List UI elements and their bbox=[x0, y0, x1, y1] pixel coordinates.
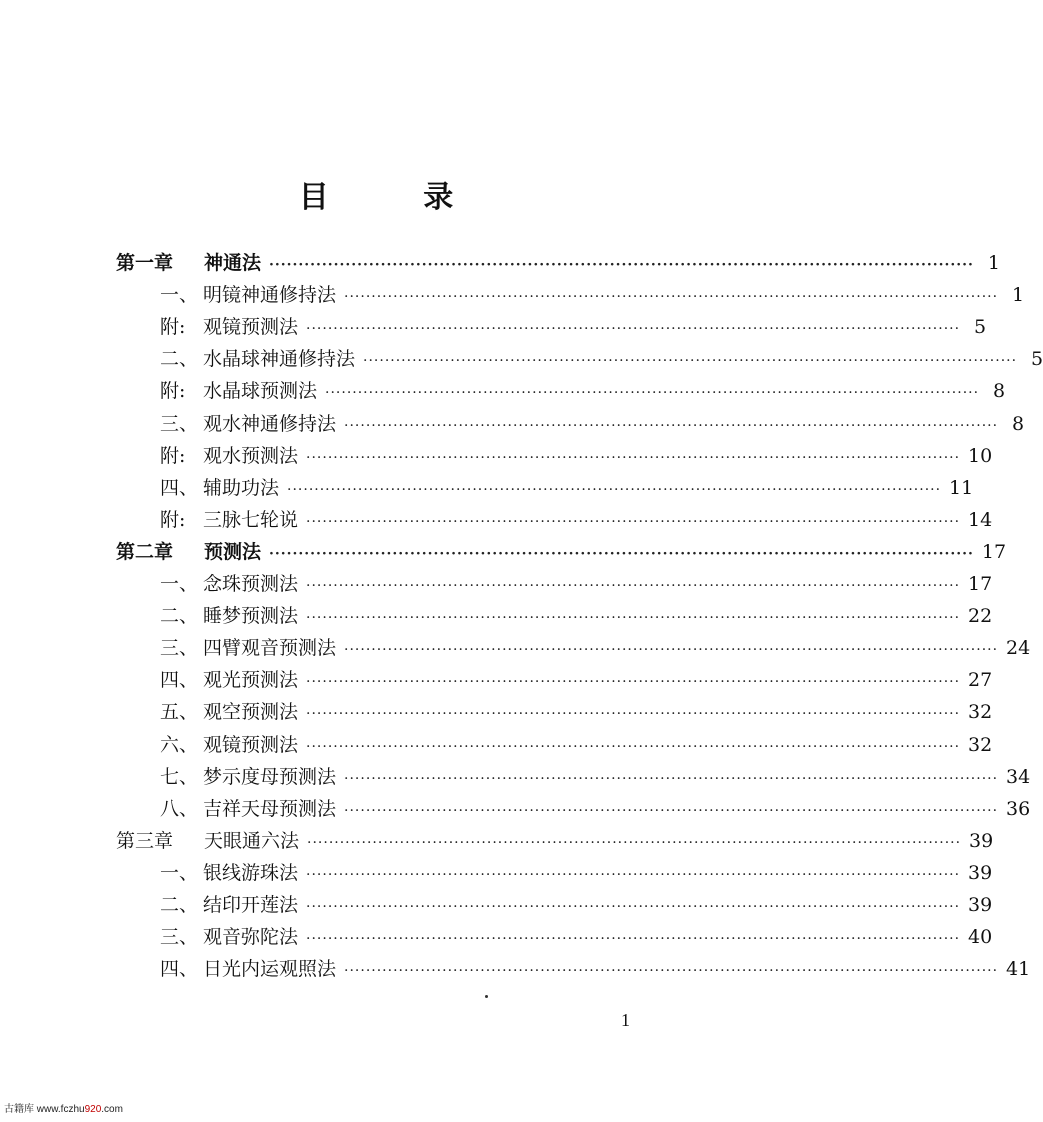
toc-leader-dots: ························································································································ bbox=[306, 674, 961, 690]
toc-entry-label bbox=[160, 605, 298, 627]
toc-entry bbox=[160, 477, 974, 501]
toc-entry-title: 念珠预测法 bbox=[203, 573, 299, 595]
toc-entry-label bbox=[160, 701, 298, 723]
page-title: 目 录 bbox=[298, 180, 496, 215]
toc-entry-label bbox=[160, 637, 336, 659]
toc-entry-label bbox=[160, 509, 298, 531]
toc-entry bbox=[160, 926, 993, 950]
toc-entry-label bbox=[160, 958, 336, 980]
toc-entry-title: 观水预测法 bbox=[203, 445, 299, 467]
toc-entry-title: 观镜预测法 bbox=[203, 734, 299, 756]
toc-entry-label bbox=[160, 413, 336, 435]
watermark-suffix: .com bbox=[101, 1104, 123, 1115]
toc-entry-title: 银线游珠法 bbox=[203, 862, 299, 884]
toc-entry-prefix: 第一章 bbox=[116, 252, 174, 274]
toc-entry-label bbox=[160, 477, 279, 499]
toc-leader-dots: ························································································································ bbox=[363, 353, 1018, 369]
toc-leader-dots: ························································································································ bbox=[344, 418, 999, 434]
toc-entry-prefix: 二、 bbox=[160, 348, 199, 370]
toc-entry-prefix: 附: bbox=[160, 316, 186, 338]
toc-entry-page: 24 bbox=[1006, 637, 1031, 659]
toc-entry-page: 10 bbox=[968, 445, 993, 467]
toc-entry bbox=[160, 509, 993, 533]
toc-entry-prefix: 一、 bbox=[160, 862, 199, 884]
toc-entry-title: 水晶球预测法 bbox=[203, 380, 318, 402]
toc-entry bbox=[160, 348, 1043, 372]
toc-entry-page: 39 bbox=[968, 894, 993, 916]
toc-entry-label bbox=[160, 766, 336, 788]
toc-leader-dots: ························································································································ bbox=[344, 771, 999, 787]
toc-entry-page: 39 bbox=[969, 830, 994, 852]
toc-entry-label bbox=[160, 284, 336, 306]
toc-leader-dots: ························································································································ bbox=[287, 482, 942, 498]
toc-leader-dots: ························································································································ bbox=[306, 514, 961, 530]
toc-entry-page: 14 bbox=[968, 509, 993, 531]
toc-entry-page: 40 bbox=[968, 926, 993, 948]
toc-entry bbox=[160, 766, 1031, 790]
toc-entry-page: 8 bbox=[1011, 413, 1025, 435]
toc-entry bbox=[160, 605, 993, 629]
toc-entry-label bbox=[160, 734, 298, 756]
toc-entry-title: 水晶球神通修持法 bbox=[203, 348, 356, 370]
toc-entry-page: 8 bbox=[992, 380, 1006, 402]
toc-entry-page: 36 bbox=[1006, 798, 1031, 820]
toc-entry bbox=[116, 830, 994, 854]
toc-entry-title: 明镜神通修持法 bbox=[203, 284, 337, 306]
toc-entry-page: 27 bbox=[968, 669, 993, 691]
toc-entry bbox=[160, 798, 1031, 822]
toc-entry-label bbox=[160, 348, 355, 370]
toc-entry-title: 预测法 bbox=[204, 541, 262, 563]
toc-entry-label bbox=[116, 830, 299, 852]
toc-entry-prefix: 二、 bbox=[160, 894, 199, 916]
toc-leader-dots: ························································································································ bbox=[269, 257, 974, 273]
toc-entry-prefix: 五、 bbox=[160, 701, 199, 723]
toc-leader-dots: ························································································································ bbox=[306, 578, 961, 594]
toc-entry-prefix: 附: bbox=[160, 509, 186, 531]
toc-leader-dots: ························································································································ bbox=[344, 963, 999, 979]
toc-entry-page: 41 bbox=[1006, 958, 1031, 980]
toc-entry-label bbox=[116, 252, 261, 274]
toc-entry-title: 观空预测法 bbox=[203, 701, 299, 723]
toc-entry-title: 睡梦预测法 bbox=[203, 605, 299, 627]
toc-entry-title: 四臂观音预测法 bbox=[203, 637, 337, 659]
toc-entry bbox=[160, 701, 993, 725]
toc-entry bbox=[160, 637, 1031, 661]
print-speck bbox=[485, 995, 488, 998]
toc-entry bbox=[160, 316, 987, 340]
toc-entry-label bbox=[160, 669, 298, 691]
toc-leader-dots: ························································································································ bbox=[306, 931, 961, 947]
toc-entry-label bbox=[160, 894, 298, 916]
toc-entry-prefix: 四、 bbox=[160, 669, 199, 691]
toc-entry-prefix: 三、 bbox=[160, 637, 199, 659]
toc-entry-page: 34 bbox=[1006, 766, 1031, 788]
toc-entry-title: 结印开莲法 bbox=[203, 894, 299, 916]
toc-entry-label bbox=[160, 798, 336, 820]
toc-leader-dots: ························································································································ bbox=[269, 546, 974, 562]
toc-entry-page: 39 bbox=[968, 862, 993, 884]
toc-entry-label bbox=[160, 573, 298, 595]
toc-entry-page: 32 bbox=[968, 701, 993, 723]
toc-entry bbox=[116, 252, 1000, 276]
toc-entry-title: 观镜预测法 bbox=[203, 316, 299, 338]
toc-leader-dots: ························································································································ bbox=[306, 450, 961, 466]
toc-entry-title: 天眼通六法 bbox=[204, 830, 300, 852]
toc-entry-page: 5 bbox=[973, 316, 987, 338]
toc-entry-prefix: 第三章 bbox=[116, 830, 174, 852]
toc-entry bbox=[160, 380, 1006, 404]
toc-entry-page: 1 bbox=[987, 252, 1000, 274]
toc-entry-prefix: 七、 bbox=[160, 766, 199, 788]
watermark-highlight: 920 bbox=[84, 1104, 102, 1115]
toc-entry-title: 观水神通修持法 bbox=[203, 413, 337, 435]
toc-entry-title: 观光预测法 bbox=[203, 669, 299, 691]
toc-entry-prefix: 一、 bbox=[160, 573, 199, 595]
toc-entry-prefix: 四、 bbox=[160, 958, 199, 980]
toc-entry bbox=[116, 541, 1007, 565]
toc-entry-title: 日光内运观照法 bbox=[203, 958, 337, 980]
toc-entry-prefix: 四、 bbox=[160, 477, 199, 499]
toc-entry-prefix: 三、 bbox=[160, 413, 199, 435]
toc-entry bbox=[160, 734, 993, 758]
toc-entry-prefix: 二、 bbox=[160, 605, 199, 627]
toc-entry-page: 22 bbox=[968, 605, 993, 627]
toc-entry-label bbox=[160, 380, 317, 402]
toc-entry-page: 5 bbox=[1030, 348, 1043, 370]
toc-leader-dots: ························································································································ bbox=[307, 835, 962, 851]
toc-entry-title: 辅助功法 bbox=[203, 477, 280, 499]
toc-entry-page: 11 bbox=[949, 477, 974, 499]
toc-entry-page: 32 bbox=[968, 734, 993, 756]
toc-entry-label bbox=[160, 926, 298, 948]
page-number: 1 bbox=[621, 1010, 630, 1030]
toc-entry-prefix: 附: bbox=[160, 445, 186, 467]
toc-entry bbox=[160, 573, 993, 597]
toc-leader-dots: ························································································································ bbox=[344, 289, 999, 305]
toc-entry-title: 观音弥陀法 bbox=[203, 926, 299, 948]
toc-entry bbox=[160, 862, 993, 886]
toc-leader-dots: ························································································································ bbox=[306, 610, 961, 626]
toc-entry-prefix: 附: bbox=[160, 380, 186, 402]
toc-entry-label bbox=[116, 541, 261, 563]
toc-entry-title: 神通法 bbox=[204, 252, 262, 274]
toc-entry-title: 梦示度母预测法 bbox=[203, 766, 337, 788]
toc-entry bbox=[160, 445, 993, 469]
toc-leader-dots: ························································································································ bbox=[344, 803, 999, 819]
toc-entry-prefix: 六、 bbox=[160, 734, 199, 756]
toc-leader-dots: ························································································································ bbox=[344, 642, 999, 658]
toc-entry bbox=[160, 284, 1025, 308]
toc-entry-label bbox=[160, 316, 298, 338]
toc-entry-title: 三脉七轮说 bbox=[203, 509, 299, 531]
toc-entry-prefix: 一、 bbox=[160, 284, 199, 306]
toc-leader-dots: ························································································································ bbox=[306, 739, 961, 755]
toc-entry bbox=[160, 413, 1025, 437]
toc-leader-dots: ························································································································ bbox=[306, 321, 961, 337]
toc-entry bbox=[160, 894, 993, 918]
watermark bbox=[4, 1100, 123, 1115]
toc-leader-dots: ························································································································ bbox=[306, 867, 961, 883]
toc-entry-prefix: 第二章 bbox=[116, 541, 174, 563]
toc-entry bbox=[160, 958, 1031, 982]
watermark-prefix: 古籍库 www.fczhu bbox=[4, 1104, 85, 1115]
toc-leader-dots: ························································································································ bbox=[325, 385, 980, 401]
toc-entry-title: 吉祥天母预测法 bbox=[203, 798, 337, 820]
toc-entry-page: 17 bbox=[981, 541, 1007, 563]
toc-entry bbox=[160, 669, 993, 693]
toc-entry-label bbox=[160, 445, 298, 467]
toc-entry-page: 1 bbox=[1011, 284, 1025, 306]
toc-entry-prefix: 三、 bbox=[160, 926, 199, 948]
toc-leader-dots: ························································································································ bbox=[306, 706, 961, 722]
toc-entry-label bbox=[160, 862, 298, 884]
toc-entry-prefix: 八、 bbox=[160, 798, 199, 820]
toc-entry-page: 17 bbox=[968, 573, 993, 595]
toc-leader-dots: ························································································································ bbox=[306, 899, 961, 915]
